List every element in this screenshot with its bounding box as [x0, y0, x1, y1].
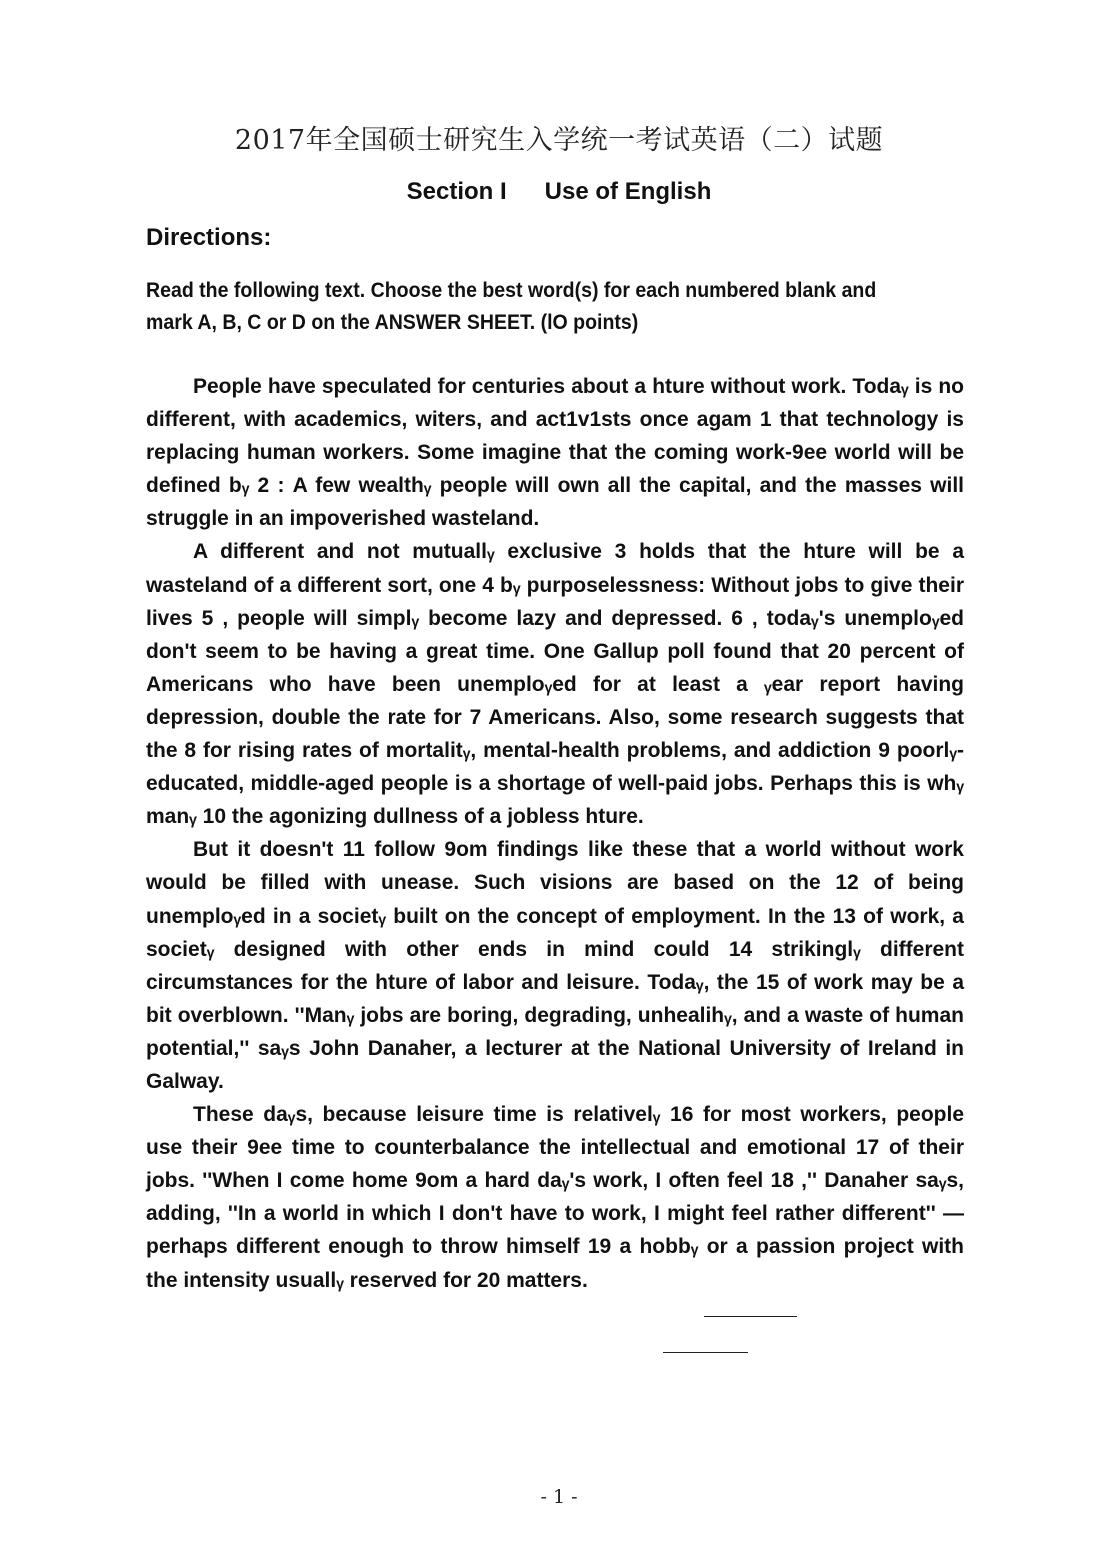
- exam-title: 2017年全国硕士研究生入学统一考试英语（二）试题: [234, 125, 884, 156]
- passage-paragraph-4: These daᵧs, because leisure time is relativelᵧ 16 for most workers, people use their 9ee time to counterbalance the intellectual and emotional 17 of their jobs. ''When I come home 9om a hard daᵧ's work, I often feel 18 ,'' Danaher saᵧs, adding, ''In a world in which I don't have to work, I might feel rather different'' — perhaps different enough to throw himself 19 a hobbᵧ or a passion project with the intensity usuallᵧ reserved for 20 matters.: [146, 1103, 964, 1292]
- passage-paragraph-1: People have speculated for centuries about a hture without work. Todaᵧ is no different, with academics, witers, and act1v1sts once agam 1 that technology is replacing human workers. Some imagine that the coming work-9ee world will be defined bᵧ 2 : A few wealthᵧ people will own all the capital, and the masses will struggle in an impoverished wasteland.: [146, 375, 964, 531]
- section-number: Section I: [406, 178, 507, 205]
- page-number: - 1 -: [540, 1486, 578, 1508]
- section-heading: [0, 178, 1118, 206]
- cloze-passage: [146, 370, 964, 1297]
- passage-paragraph-3: But it doesn't 11 follow 9om findings like these that a world without work would be filled with unease. Such visions are based on the 12 of being unemploᵧed in a societᵧ built on the concept of employment. In the 13 of work, a societᵧ designed with other ends in mind could 14 strikinglᵧ different circumstances for the hture of labor and leisure. Todaᵧ, the 15 of work may be a bit overblown. ''Manᵧ jobs are boring, degrading, unhealihᵧ, and a waste of human potential,'' saᵧs John Danaher, a lecturer at the National University of Ireland in Galway.: [146, 838, 964, 1093]
- stray-rule-line: [704, 1316, 797, 1317]
- directions-text: Read the following text. Choose the best word(s) for each numbered blank and mark A, B, C or D on the ANSWER SHEET. (lO points): [146, 279, 877, 334]
- section-name: Use of English: [544, 178, 712, 205]
- directions-label: Directions:: [146, 224, 272, 251]
- passage-paragraph-2: A different and not mutuallᵧ exclusive 3 holds that the hture will be a wasteland of a different sort, one 4 bᵧ purposelessness: Without jobs to give their lives 5 , people will simplᵧ become lazy and depressed. 6 , todaᵧ's unemploᵧed don't seem to be having a great time. One Gallup poll found that 20 percent of Americans who have been unemploᵧed for at least a ᵧear report having depression, double the rate for 7 Americans. Also, some research suggests that the 8 for rising rates of mortalitᵧ, mental-health problems, and addiction 9 poorlᵧ-educated, middle-aged people is a shortage of well-paid jobs. Perhaps this is whᵧ manᵧ 10 the agonizing dullness of a jobless hture.: [146, 540, 964, 829]
- stray-rule-line: [663, 1352, 748, 1353]
